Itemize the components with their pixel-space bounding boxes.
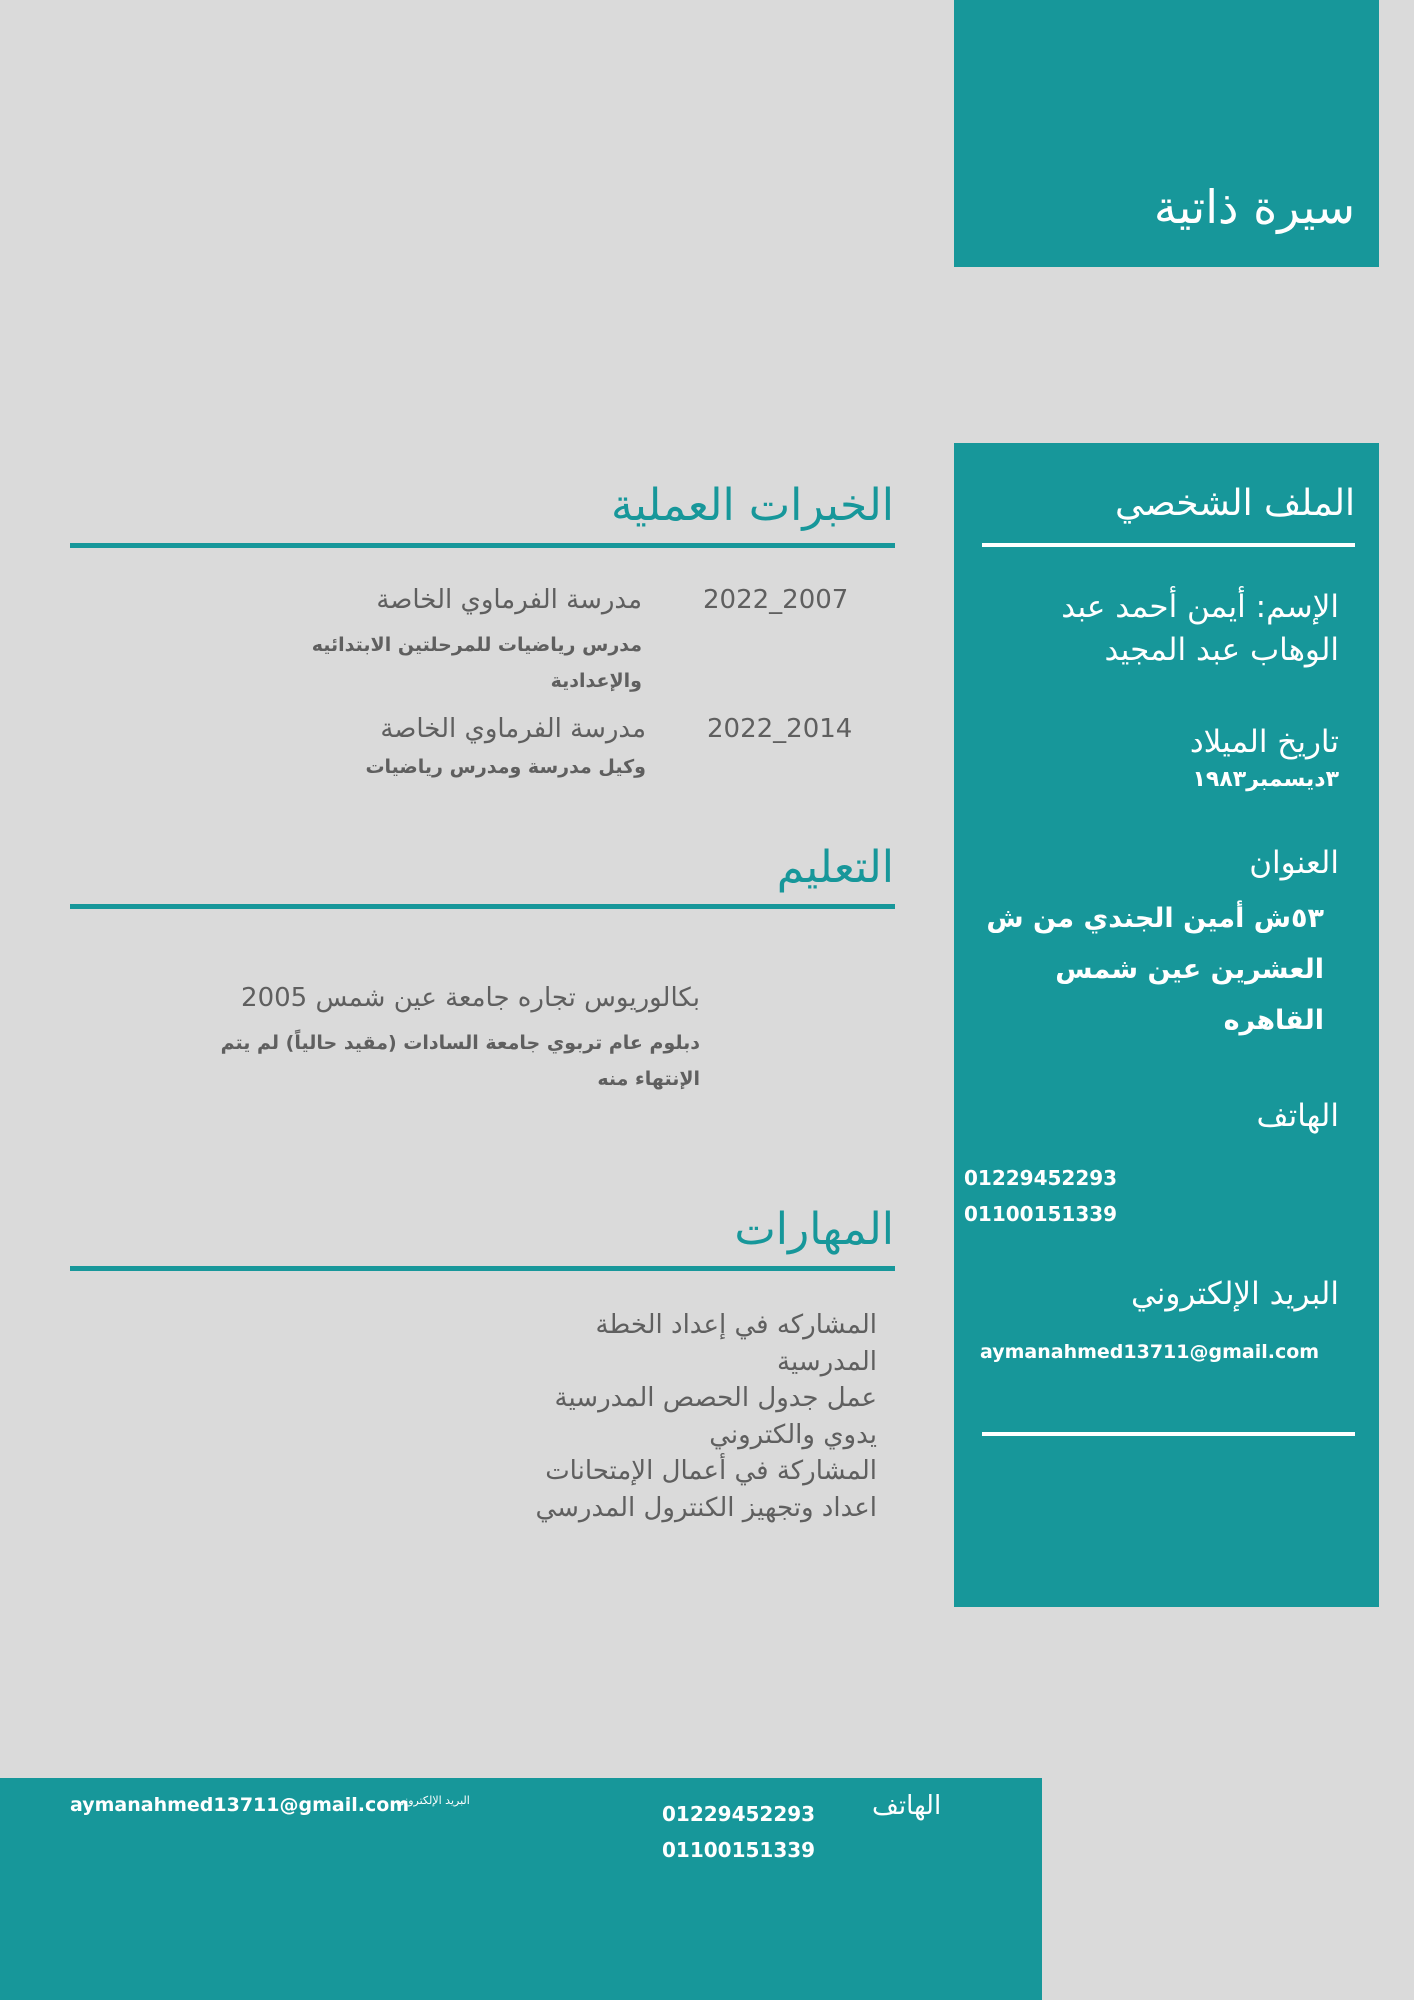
experience-years: 2022_2007: [703, 585, 849, 615]
phone-label: الهاتف: [1256, 1098, 1339, 1134]
education-degree: بكالوريوس تجاره جامعة عين شمس 2005: [241, 983, 700, 1013]
experience-divider: [70, 543, 895, 548]
skill-line: المشاركة في أعمال الإمتحانات: [545, 1456, 877, 1486]
address-value: [986, 893, 1324, 1046]
birth-label: تاريخ الميلاد: [1189, 724, 1339, 760]
experience-org: مدرسة الفرماوي الخاصة: [380, 714, 646, 744]
footer-phone-number: 01100151339: [662, 1838, 816, 1862]
address-label: العنوان: [1249, 845, 1339, 881]
email-value: aymanahmed13711@gmail.com: [980, 1341, 1320, 1363]
skill-line: يدوي والكتروني: [709, 1419, 877, 1450]
footer-phone-number: 01229452293: [662, 1802, 816, 1826]
experience-years: 2022_2014: [707, 714, 853, 744]
education-diploma-line: دبلوم عام تربوي جامعة السادات (مقيد حالياً) لم يتم: [220, 1032, 700, 1054]
experience-role-line: مدرس رياضيات للمرحلتين الابتدائيه: [311, 634, 642, 656]
footer-phones: [662, 1796, 815, 1868]
skill-line: المشاركه في إعداد الخطة: [595, 1310, 877, 1340]
education-divider: [70, 904, 895, 909]
skills-heading: المهارات: [734, 1204, 894, 1255]
title-banner: [954, 0, 1379, 267]
skill-line: اعداد وتجهيز الكنترول المدرسي: [535, 1492, 877, 1523]
skills-list: [535, 1307, 877, 1526]
education-heading: التعليم: [776, 842, 894, 893]
education-diploma-line: الإنتهاء منه: [597, 1068, 700, 1090]
phone-numbers: [964, 1160, 1117, 1232]
footer-email-label: البريد الإلكتروني: [396, 1794, 470, 1807]
skill-line: المدرسية: [777, 1346, 877, 1377]
page-title: سيرة ذاتية: [1153, 180, 1355, 234]
birth-value: ٣ديسمبر١٩٨٣: [1192, 767, 1339, 792]
footer-phone-label: الهاتف: [872, 1791, 942, 1821]
experience-org: مدرسة الفرماوي الخاصة: [376, 585, 642, 615]
experience-role: [312, 627, 642, 699]
experience-heading: الخبرات العملية: [611, 480, 894, 531]
address-line: العشرين عين شمس: [1055, 954, 1324, 985]
education-diploma: [221, 1025, 700, 1097]
profile-divider-bottom: [982, 1432, 1355, 1436]
phone-number: 01229452293: [964, 1166, 1118, 1190]
address-line: ٥٣ش أمين الجندي من ش: [986, 903, 1324, 934]
profile-name: [1061, 586, 1339, 672]
address-line: القاهره: [1223, 1005, 1324, 1036]
skills-divider: [70, 1266, 895, 1271]
profile-heading: الملف الشخصي: [1115, 483, 1355, 524]
email-label: البريد الإلكتروني: [1130, 1276, 1339, 1312]
profile-name-line: الوهاب عبد المجيد: [1104, 632, 1339, 668]
footer-bar: [0, 1778, 1042, 2000]
phone-number: 01100151339: [964, 1202, 1118, 1226]
experience-role: وكيل مدرسة ومدرس رياضيات: [365, 756, 646, 778]
profile-divider-top: [982, 543, 1355, 547]
experience-role-line: والإعدادية: [550, 670, 642, 692]
profile-panel: [954, 443, 1379, 1607]
skill-line: عمل جدول الحصص المدرسية: [554, 1383, 877, 1413]
footer-email: aymanahmed13711@gmail.com: [70, 1794, 410, 1816]
profile-name-line: الإسم: أيمن أحمد عبد: [1061, 589, 1339, 625]
